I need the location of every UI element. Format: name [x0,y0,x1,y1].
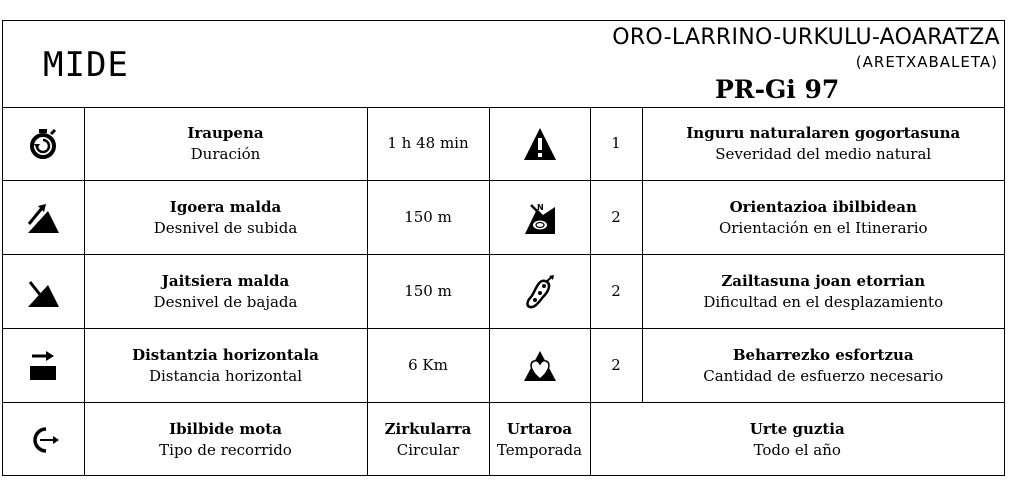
label-eu: Inguru naturalaren gogortasuna [686,123,961,142]
season-value-eu: Urte guztia [749,419,845,438]
mide-title: MIDE [43,45,129,85]
card-header [3,21,1004,108]
score-cell: 2 [590,329,642,403]
score-cell: 2 [590,255,642,329]
label-eu: Zailtasuna joan etorrian [721,271,926,290]
label-es: Dificultad en el desplazamiento [703,292,944,311]
label-eu: Igoera malda [169,197,282,216]
label-eu: Distantzia horizontala [132,345,319,364]
label-es: Orientación en el Itinerario [718,218,928,237]
value-cell: 150 m [367,255,489,329]
label-es: Cantidad de esfuerzo necesario [703,366,944,385]
warning-peak-icon [489,107,590,181]
footprint-icon [489,255,590,329]
label-eu: Jaitsiera malda [161,271,290,290]
label-es: Duración [190,144,261,163]
stopwatch-icon [3,107,84,181]
ascent-slope-icon [3,181,84,255]
table-row [3,403,1004,477]
route-name: ORO-LARRINO-URKULU-AOARATZA [612,25,1000,50]
table-row [3,329,1004,403]
orientation-compass-icon [489,181,590,255]
svg-text:N: N [536,202,544,212]
table-row [3,181,1004,255]
table-row [3,255,1004,329]
season-label-eu: Urtaroa [506,419,573,438]
season-value-es: Todo el año [753,440,841,459]
label-eu: Ibilbide mota [169,419,282,438]
label-es: Desnivel de bajada [153,292,298,311]
season-label-es: Temporada [496,440,583,459]
mide-table [3,107,1004,476]
label-es: Distancia horizontal [148,366,303,385]
route-code: PR-Gi 97 [715,75,840,104]
label-eu: Iraupena [187,123,264,142]
route-type-eu: Zirkularra [384,419,472,438]
horizontal-distance-icon [3,329,84,403]
value-cell: 1 h 48 min [367,107,489,181]
label-es: Severidad del medio natural [715,144,932,163]
heart-effort-icon [489,329,590,403]
table-row [3,107,1004,181]
circular-route-icon [3,403,84,477]
label-es: Desnivel de subida [153,218,298,237]
label-eu: Beharrezko esfortzua [732,345,914,364]
value-cell: 150 m [367,181,489,255]
descent-slope-icon [3,255,84,329]
route-type-es: Circular [396,440,460,459]
score-cell: 1 [590,107,642,181]
label-es: Tipo de recorrido [159,440,292,459]
value-cell: 6 Km [367,329,489,403]
mide-card [2,20,1005,476]
route-town: (ARETXABALETA) [855,53,998,71]
score-cell: 2 [590,181,642,255]
label-eu: Orientazioa ibilbidean [729,197,917,216]
